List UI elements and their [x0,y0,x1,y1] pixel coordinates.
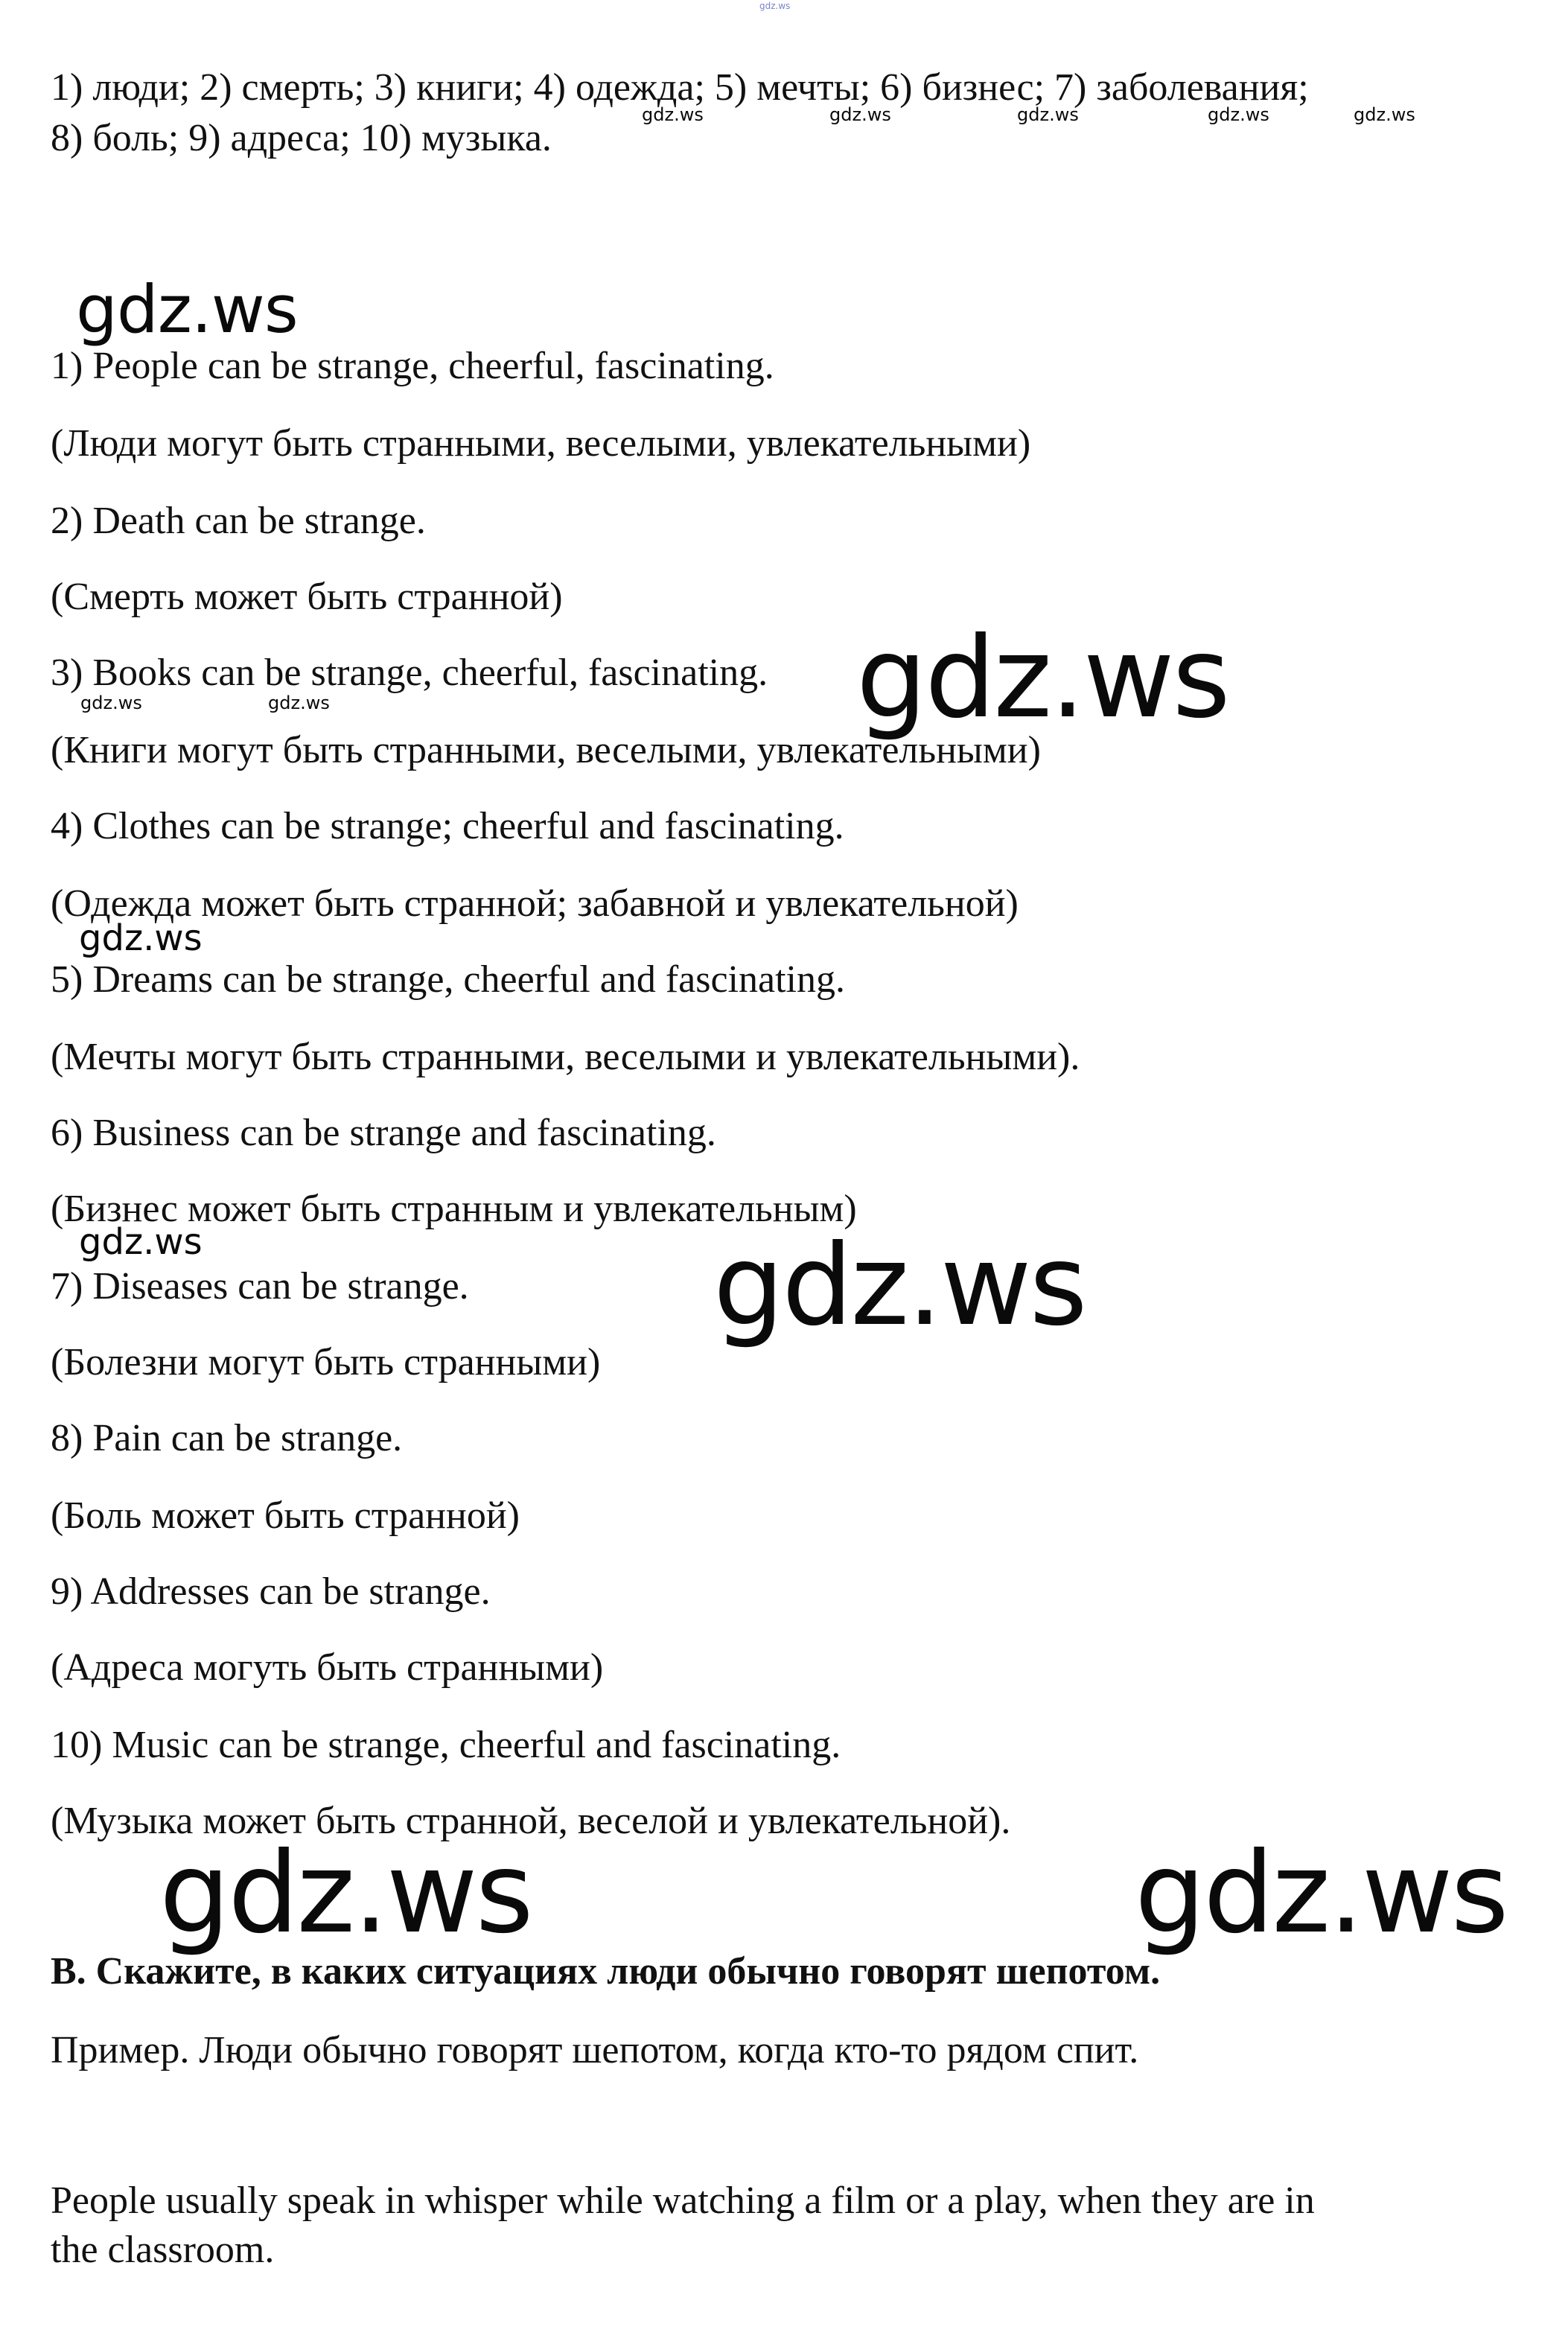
sentence-8-en: 8) Pain can be strange. [51,1417,403,1459]
sentence-7-ru: (Болезни могут быть странными) [51,1341,601,1383]
sentence-2-ru: (Смерть может быть странной) [51,576,563,618]
sentence-6-en: 6) Business can be strange and fascinating. [51,1112,716,1154]
watermark-small: gdz.ws [79,1221,203,1263]
sentence-4-ru: (Одежда может быть странной; забавной и увлекательной) [51,882,1019,925]
example-sentence: Пример. Люди обычно говорят шепотом, когда кто-то рядом спит. [51,2029,1139,2071]
answer-line-1: People usually speak in whisper while watching a film or a play, when they are in [51,2179,1315,2222]
watermark-medium: gdz.ws [76,271,298,348]
watermark-large: gdz.ws [856,614,1228,743]
sentence-4-en: 4) Clothes can be strange; cheerful and fascinating. [51,805,844,847]
watermark-large: gdz.ws [713,1221,1086,1351]
sentence-1-ru: (Люди могут быть странными, веселыми, увлекательными) [51,422,1031,465]
sentence-8-ru: (Боль может быть странной) [51,1494,520,1537]
watermark-xs: gdz.ws [80,692,142,713]
answer-line-2: the classroom. [51,2229,275,2271]
watermark-small: gdz.ws [79,917,203,959]
answer-list-line-2: 8) боль; 9) адреса; 10) музыка. [51,117,552,159]
sentence-10-en: 10) Music can be strange, cheerful and fascinating. [51,1724,841,1766]
sentence-3-ru: (Книги могут быть странными, веселыми, увлекательными) [51,729,1041,771]
sentence-6-ru: (Бизнес может быть странным и увлекательным) [51,1188,857,1230]
watermark-top: gdz.ws [759,1,791,11]
sentence-1-en: 1) People can be strange, cheerful, fascinating. [51,345,774,387]
watermark-xs: gdz.ws [268,692,330,713]
sentence-3-en: 3) Books can be strange, cheerful, fascinating. [51,652,768,694]
sentence-5-ru: (Мечты могут быть странными, веселыми и увлекательными). [51,1036,1080,1078]
sentence-9-ru: (Адреса могуть быть странными) [51,1646,604,1689]
sentence-10-ru: (Музыка может быть странной, веселой и увлекательной). [51,1800,1011,1842]
sentence-9-en: 9) Addresses can be strange. [51,1570,491,1613]
watermark-xs: gdz.ws [642,104,704,125]
section-b-heading: B. Скажите, в каких ситуациях люди обычно говорят шепотом. [51,1950,1161,1993]
watermark-xs: gdz.ws [1208,104,1269,125]
sentence-5-en: 5) Dreams can be strange, cheerful and fascinating. [51,958,845,1001]
sentence-2-en: 2) Death can be strange. [51,500,426,542]
watermark-large: gdz.ws [159,1829,532,1958]
answer-list-line-1: 1) люди; 2) смерть; 3) книги; 4) одежда; 5) мечты; 6) бизнес; 7) заболевания; [51,66,1309,109]
watermark-xs: gdz.ws [1354,104,1415,125]
watermark-xs: gdz.ws [1017,104,1079,125]
watermark-xs: gdz.ws [829,104,891,125]
watermark-large: gdz.ws [1135,1829,1507,1958]
sentence-7-en: 7) Diseases can be strange. [51,1265,469,1308]
